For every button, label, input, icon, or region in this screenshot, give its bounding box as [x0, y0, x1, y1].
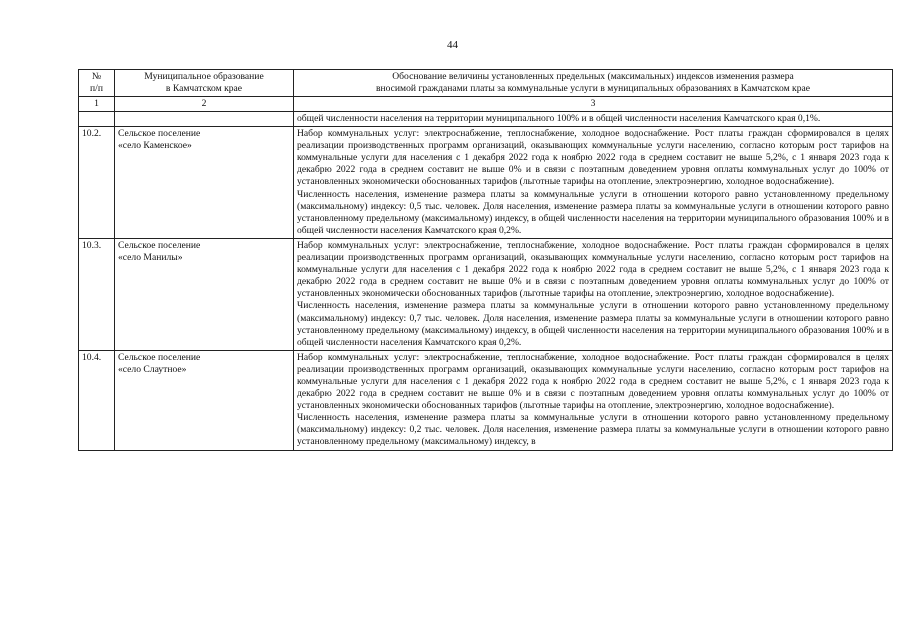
column-index: 1 [79, 97, 115, 112]
row-municipality: Сельское поселение «село Слаутное» [115, 350, 294, 450]
table-row [79, 112, 893, 127]
header-col-justification: Обоснование величины установленных предельных (максимальных) индексов изменения размера вносимой гражданами платы за коммунальные услуги в муниципальных образованиях в Камчатском крае [294, 70, 893, 97]
row-number: 10.2. [79, 127, 115, 239]
row-municipality: Сельское поселение «село Каменское» [115, 127, 294, 239]
table-header [79, 70, 893, 112]
row-number: 10.4. [79, 350, 115, 450]
justification-paragraph: Набор коммунальных услуг: электроснабжение, теплоснабжение, холодное водоснабжение. Рост платы граждан сформировался в целях реализации производственных программ организаций, оказывающих коммунальные услуги населению, согласно которым рост тарифов на коммунальные услуги для населения с 1 декабря 2022 года к ноябрю 2022 года в среднем составит не выше 5,2%, с 1 января 2023 года к декабрю 2022 года в среднем составит не выше 0% и в связи с поэтапным доведением уровня оплаты коммунальных услуг до 100% от установленных экономически обоснованных тарифов (льготные тарифы на отопление, электроэнергию, холодное водоснабжение). [297, 239, 889, 300]
population-paragraph: Численность населения, изменение размера платы за коммунальные услуги в отношении которого равно установленному предельному (максимальному) индексу: 0,7 тыс. человек. Доля населения, изменение размера платы за коммунальные услуги в отношении которого равно установленному предельному (максимальному) индексу, в общей численности населения на территории муниципального образования 100% и в общей численности населения Камчатского края 0,2%. [297, 300, 889, 348]
header-col-municipality: Муниципальное образование в Камчатском крае [115, 70, 294, 97]
row-number: 10.3. [79, 238, 115, 350]
row-justification [294, 238, 893, 350]
header-col-number: № п/п [79, 70, 115, 97]
page-number: 44 [447, 39, 458, 51]
population-paragraph: Численность населения, изменение размера платы за коммунальные услуги в отношении которого равно установленному предельному (максимальному) индексу: 0,2 тыс. человек. Доля населения, изменение размера платы за коммунальные услуги в отношении которого равно установленному предельному (максимальному) индексу, в [297, 412, 889, 448]
column-index-row [79, 97, 893, 112]
table-row [79, 350, 893, 450]
row-municipality [115, 112, 294, 127]
row-justification [294, 350, 893, 450]
continuation-text: общей численности населения на территории муниципального 100% и в общей численности населения Камчатского края 0,1%. [297, 113, 821, 124]
table-row [79, 127, 893, 239]
column-index: 3 [294, 97, 893, 112]
justification-paragraph: Набор коммунальных услуг: электроснабжение, теплоснабжение, холодное водоснабжение. Рост платы граждан сформировался в целях реализации производственных программ организаций, оказывающих коммунальные услуги населению, согласно которым рост тарифов на коммунальные услуги для населения с 1 декабря 2022 года к ноябрю 2022 года в среднем составит не выше 5,2%, с 1 января 2023 года к декабрю 2022 года в среднем составит не выше 0% и в связи с поэтапным доведением уровня оплаты коммунальных услуг до 100% от установленных экономически обоснованных тарифов (льготные тарифы на отопление, электроэнергию, холодное водоснабжение). [297, 128, 889, 188]
justification-table [78, 69, 893, 451]
column-index: 2 [115, 97, 294, 112]
row-municipality: Сельское поселение «село Манилы» [115, 238, 294, 350]
population-paragraph: Численность населения, изменение размера платы за коммунальные услуги в отношении которого равно установленному предельному (максимальному) индексу: 0,5 тыс. человек. Доля населения, изменение размера платы за коммунальные услуги в отношении которого равно установленному предельному (максимальному) индексу, в общей численности населения на территории муниципального образования 100% и в общей численности населения Камчатского края 0,2%. [297, 188, 889, 236]
row-justification [294, 127, 893, 239]
table-row [79, 238, 893, 350]
row-justification [294, 112, 893, 127]
justification-paragraph: Набор коммунальных услуг: электроснабжение, теплоснабжение, холодное водоснабжение. Рост платы граждан сформировался в целях реализации производственных программ организаций, оказывающих коммунальные услуги населению, согласно которым рост тарифов на коммунальные услуги для населения с 1 декабря 2022 года к ноябрю 2022 года в среднем составит не выше 5,2%, с 1 января 2023 года к декабрю 2022 года в среднем составит не выше 0% и в связи с поэтапным доведением уровня оплаты коммунальных услуг до 100% от установленных экономически обоснованных тарифов (льготные тарифы на отопление, электроэнергию, холодное водоснабжение). [297, 351, 889, 412]
row-number [79, 112, 115, 127]
